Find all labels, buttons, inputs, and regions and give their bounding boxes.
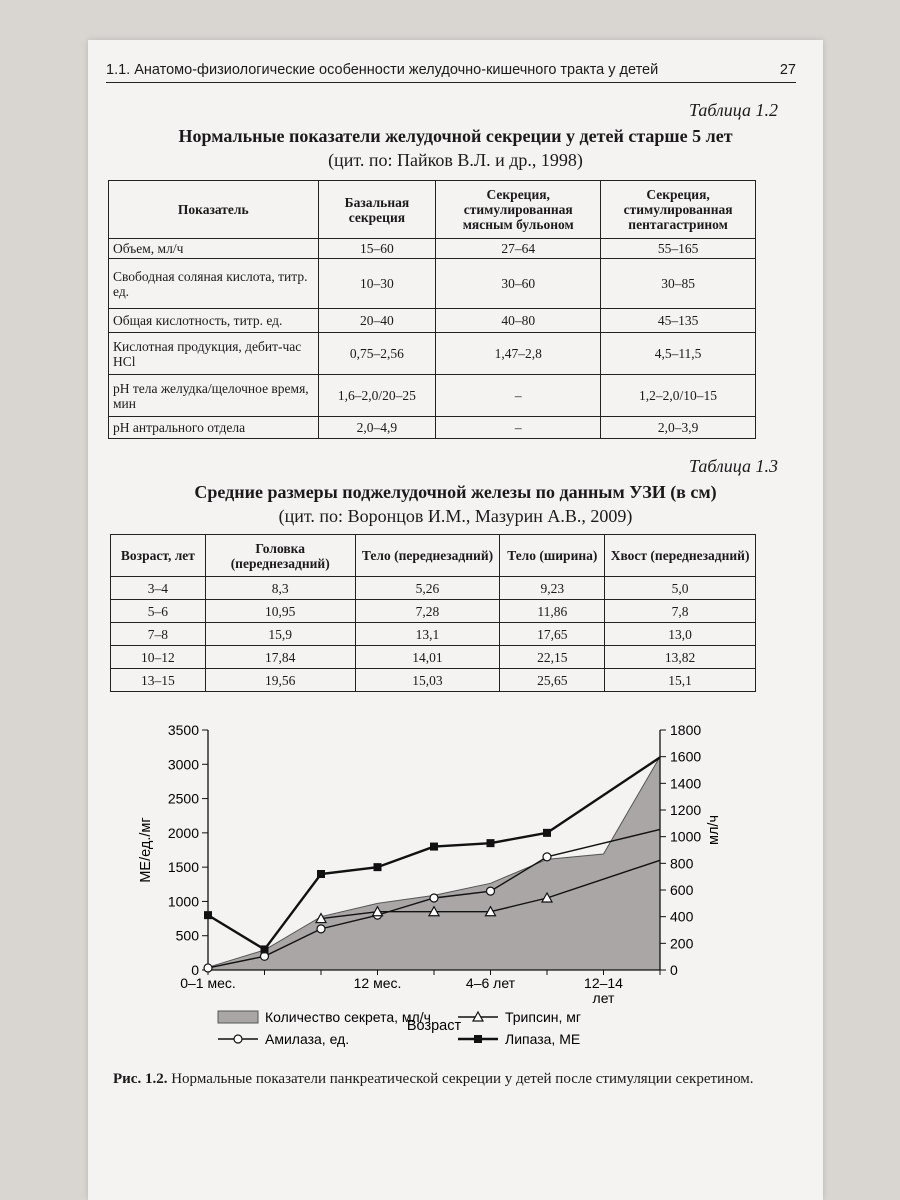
left-axis-title: МЕ/ед./мг xyxy=(138,817,154,883)
amylase-point xyxy=(204,964,212,972)
table-cell: Общая кислотность, титр. ед. xyxy=(109,309,319,333)
header-cell: Хвост (переднезадний) xyxy=(605,535,756,577)
table-cell: 2,0–4,9 xyxy=(318,417,436,439)
table-cell: 10–30 xyxy=(318,259,436,309)
table-cell: 27–64 xyxy=(436,239,601,259)
x-tick-label: 12–14 xyxy=(584,975,623,991)
lipase-point xyxy=(261,945,269,953)
table-cell: 15,9 xyxy=(205,623,355,646)
right-axis-title: мл/ч xyxy=(706,814,722,846)
left-tick-label: 500 xyxy=(175,927,199,944)
right-tick-label: 1800 xyxy=(670,722,702,738)
pancreas-size-table xyxy=(110,534,756,692)
page-number: 27 xyxy=(779,62,796,78)
amylase-point xyxy=(543,853,551,861)
figure-caption xyxy=(113,1070,793,1089)
table-cell: 5–6 xyxy=(111,600,206,623)
amylase-point xyxy=(261,952,269,960)
x-axis-title: Возраст xyxy=(406,1018,462,1034)
table-row xyxy=(109,333,756,375)
table-cell: 55–165 xyxy=(601,239,756,259)
table-1-2-label: Таблица 1.2 xyxy=(688,100,778,120)
lipase-point xyxy=(430,843,438,851)
table-header-row xyxy=(109,181,756,239)
left-tick-label: 2000 xyxy=(167,824,199,841)
figure-caption-label: Рис. 1.2. xyxy=(113,1071,168,1087)
table-cell: 19,56 xyxy=(205,669,355,692)
table-1-2-subtitle: (цит. по: Пайков В.Л. и др., 1998) xyxy=(328,150,583,170)
table-1-3-title: Средние размеры поджелудочной железы по данным УЗИ (в см) xyxy=(194,482,717,502)
table-cell: 8,3 xyxy=(205,577,355,600)
table-cell: 25,65 xyxy=(500,669,605,692)
table-cell: 30–85 xyxy=(601,259,756,309)
legend-label: Количество секрета, мл/ч xyxy=(265,1009,431,1025)
table-cell: 15,1 xyxy=(605,669,756,692)
table-cell: – xyxy=(436,375,601,417)
table-cell: 2,0–3,9 xyxy=(601,417,756,439)
header-cell: Базальная секреция xyxy=(318,181,436,239)
table-row xyxy=(111,623,756,646)
legend-label: Трипсин, мг xyxy=(505,1009,582,1025)
table-cell: – xyxy=(436,417,601,439)
table-cell: 13,1 xyxy=(355,623,500,646)
table-cell: 17,84 xyxy=(205,646,355,669)
table-cell: 9,23 xyxy=(500,577,605,600)
table-row xyxy=(109,239,756,259)
table-row xyxy=(109,417,756,439)
table-cell: 14,01 xyxy=(355,646,500,669)
header-rule xyxy=(106,82,796,83)
right-tick-label: 400 xyxy=(670,908,694,925)
table-header-row xyxy=(111,535,756,577)
table-row xyxy=(111,600,756,623)
table-cell: 7,8 xyxy=(605,600,756,623)
amylase-point xyxy=(430,894,438,902)
lipase-point xyxy=(474,1035,482,1043)
lipase-point xyxy=(374,863,382,871)
table-cell: Свободная соляная кислота, титр. ед. xyxy=(109,259,319,309)
table-cell: 10–12 xyxy=(111,646,206,669)
table-cell: 0,75–2,56 xyxy=(318,333,436,375)
table-cell: 5,0 xyxy=(605,577,756,600)
left-tick-label: 3000 xyxy=(167,756,199,773)
header-cell: Возраст, лет xyxy=(111,535,206,577)
table-cell: pH антрального отдела xyxy=(109,417,319,439)
amylase-point xyxy=(234,1035,242,1043)
table-cell: Кислотная продукция, дебит-час HCl xyxy=(109,333,319,375)
secretion-volume-area xyxy=(208,757,660,970)
table-cell: 13–15 xyxy=(111,669,206,692)
x-tick-label: 4–6 лет xyxy=(465,975,516,991)
left-tick-label: 0 xyxy=(191,962,199,978)
x-tick-label: 12 мес. xyxy=(353,975,402,991)
left-tick-label: 2500 xyxy=(167,790,199,807)
legend-swatch-secretion xyxy=(218,1011,258,1023)
table-cell: 22,15 xyxy=(500,646,605,669)
amylase-point xyxy=(487,887,495,895)
right-tick-label: 800 xyxy=(670,855,694,872)
lipase-point xyxy=(204,911,212,919)
pancreatic-secretion-chart xyxy=(128,720,768,1065)
header-cell: Тело (переднезадний) xyxy=(355,535,500,577)
table-cell: 15,03 xyxy=(355,669,500,692)
right-tick-label: 1000 xyxy=(670,828,702,845)
table-cell: 20–40 xyxy=(318,309,436,333)
figure-caption-text: Нормальные показатели панкреатической секреции у детей после стимуляции секретином. xyxy=(171,1071,754,1087)
header-cell: Показатель xyxy=(109,181,319,239)
left-tick-label: 1500 xyxy=(167,859,199,876)
table-cell: 17,65 xyxy=(500,623,605,646)
table-cell: pH тела желудка/щелочное время, мин xyxy=(109,375,319,417)
table-cell: Объем, мл/ч xyxy=(109,239,319,259)
right-tick-label: 1400 xyxy=(670,775,702,792)
table-cell: 1,2–2,0/10–15 xyxy=(601,375,756,417)
left-tick-label: 1000 xyxy=(167,893,199,910)
table-row xyxy=(109,375,756,417)
table-row xyxy=(109,309,756,333)
legend-label: Липаза, МЕ xyxy=(505,1031,581,1047)
table-cell: 11,86 xyxy=(500,600,605,623)
header-cell: Секреция, стимулированная пентагастрином xyxy=(601,181,756,239)
table-1-3-label: Таблица 1.3 xyxy=(688,456,778,476)
gastric-secretion-table xyxy=(108,180,756,439)
right-tick-label: 1200 xyxy=(670,802,702,818)
table-cell: 10,95 xyxy=(205,600,355,623)
running-header xyxy=(106,62,796,78)
table-cell: 45–135 xyxy=(601,309,756,333)
right-tick-label: 1600 xyxy=(670,748,702,765)
header-cell: Тело (ширина) xyxy=(500,535,605,577)
table-cell: 30–60 xyxy=(436,259,601,309)
lipase-point xyxy=(543,829,551,837)
table-cell: 4,5–11,5 xyxy=(601,333,756,375)
table-row xyxy=(111,577,756,600)
table-cell: 13,82 xyxy=(605,646,756,669)
amylase-point xyxy=(317,925,325,933)
book-page xyxy=(88,40,823,1200)
table-1-3-subtitle: (цит. по: Воронцов И.М., Мазурин А.В., 2009) xyxy=(278,506,633,526)
running-title: 1.1. Анатомо-физиологические особенности желудочно-кишечного тракта у детей xyxy=(106,62,659,78)
x-tick-label: лет xyxy=(592,990,615,1006)
right-tick-label: 0 xyxy=(670,962,678,978)
header-cell: Головка (переднезадний) xyxy=(205,535,355,577)
left-tick-label: 3500 xyxy=(167,722,199,738)
header-cell: Секреция, стимулированная мясным бульоном xyxy=(436,181,601,239)
right-tick-label: 600 xyxy=(670,882,694,898)
lipase-point xyxy=(317,870,325,878)
table-cell: 13,0 xyxy=(605,623,756,646)
table-cell: 7,28 xyxy=(355,600,500,623)
table-cell: 3–4 xyxy=(111,577,206,600)
table-row xyxy=(109,259,756,309)
table-cell: 1,6–2,0/20–25 xyxy=(318,375,436,417)
table-1-2-title: Нормальные показатели желудочной секреции у детей старше 5 лет xyxy=(178,126,733,146)
table-cell: 1,47–2,8 xyxy=(436,333,601,375)
x-tick-label: 0–1 мес. xyxy=(180,975,236,991)
legend-label: Амилаза, ед. xyxy=(265,1031,350,1047)
table-row xyxy=(111,669,756,692)
table-cell: 7–8 xyxy=(111,623,206,646)
table-row xyxy=(111,646,756,669)
lipase-point xyxy=(487,839,495,847)
table-cell: 40–80 xyxy=(436,309,601,333)
right-tick-label: 200 xyxy=(670,935,694,952)
table-cell: 5,26 xyxy=(355,577,500,600)
table-cell: 15–60 xyxy=(318,239,436,259)
